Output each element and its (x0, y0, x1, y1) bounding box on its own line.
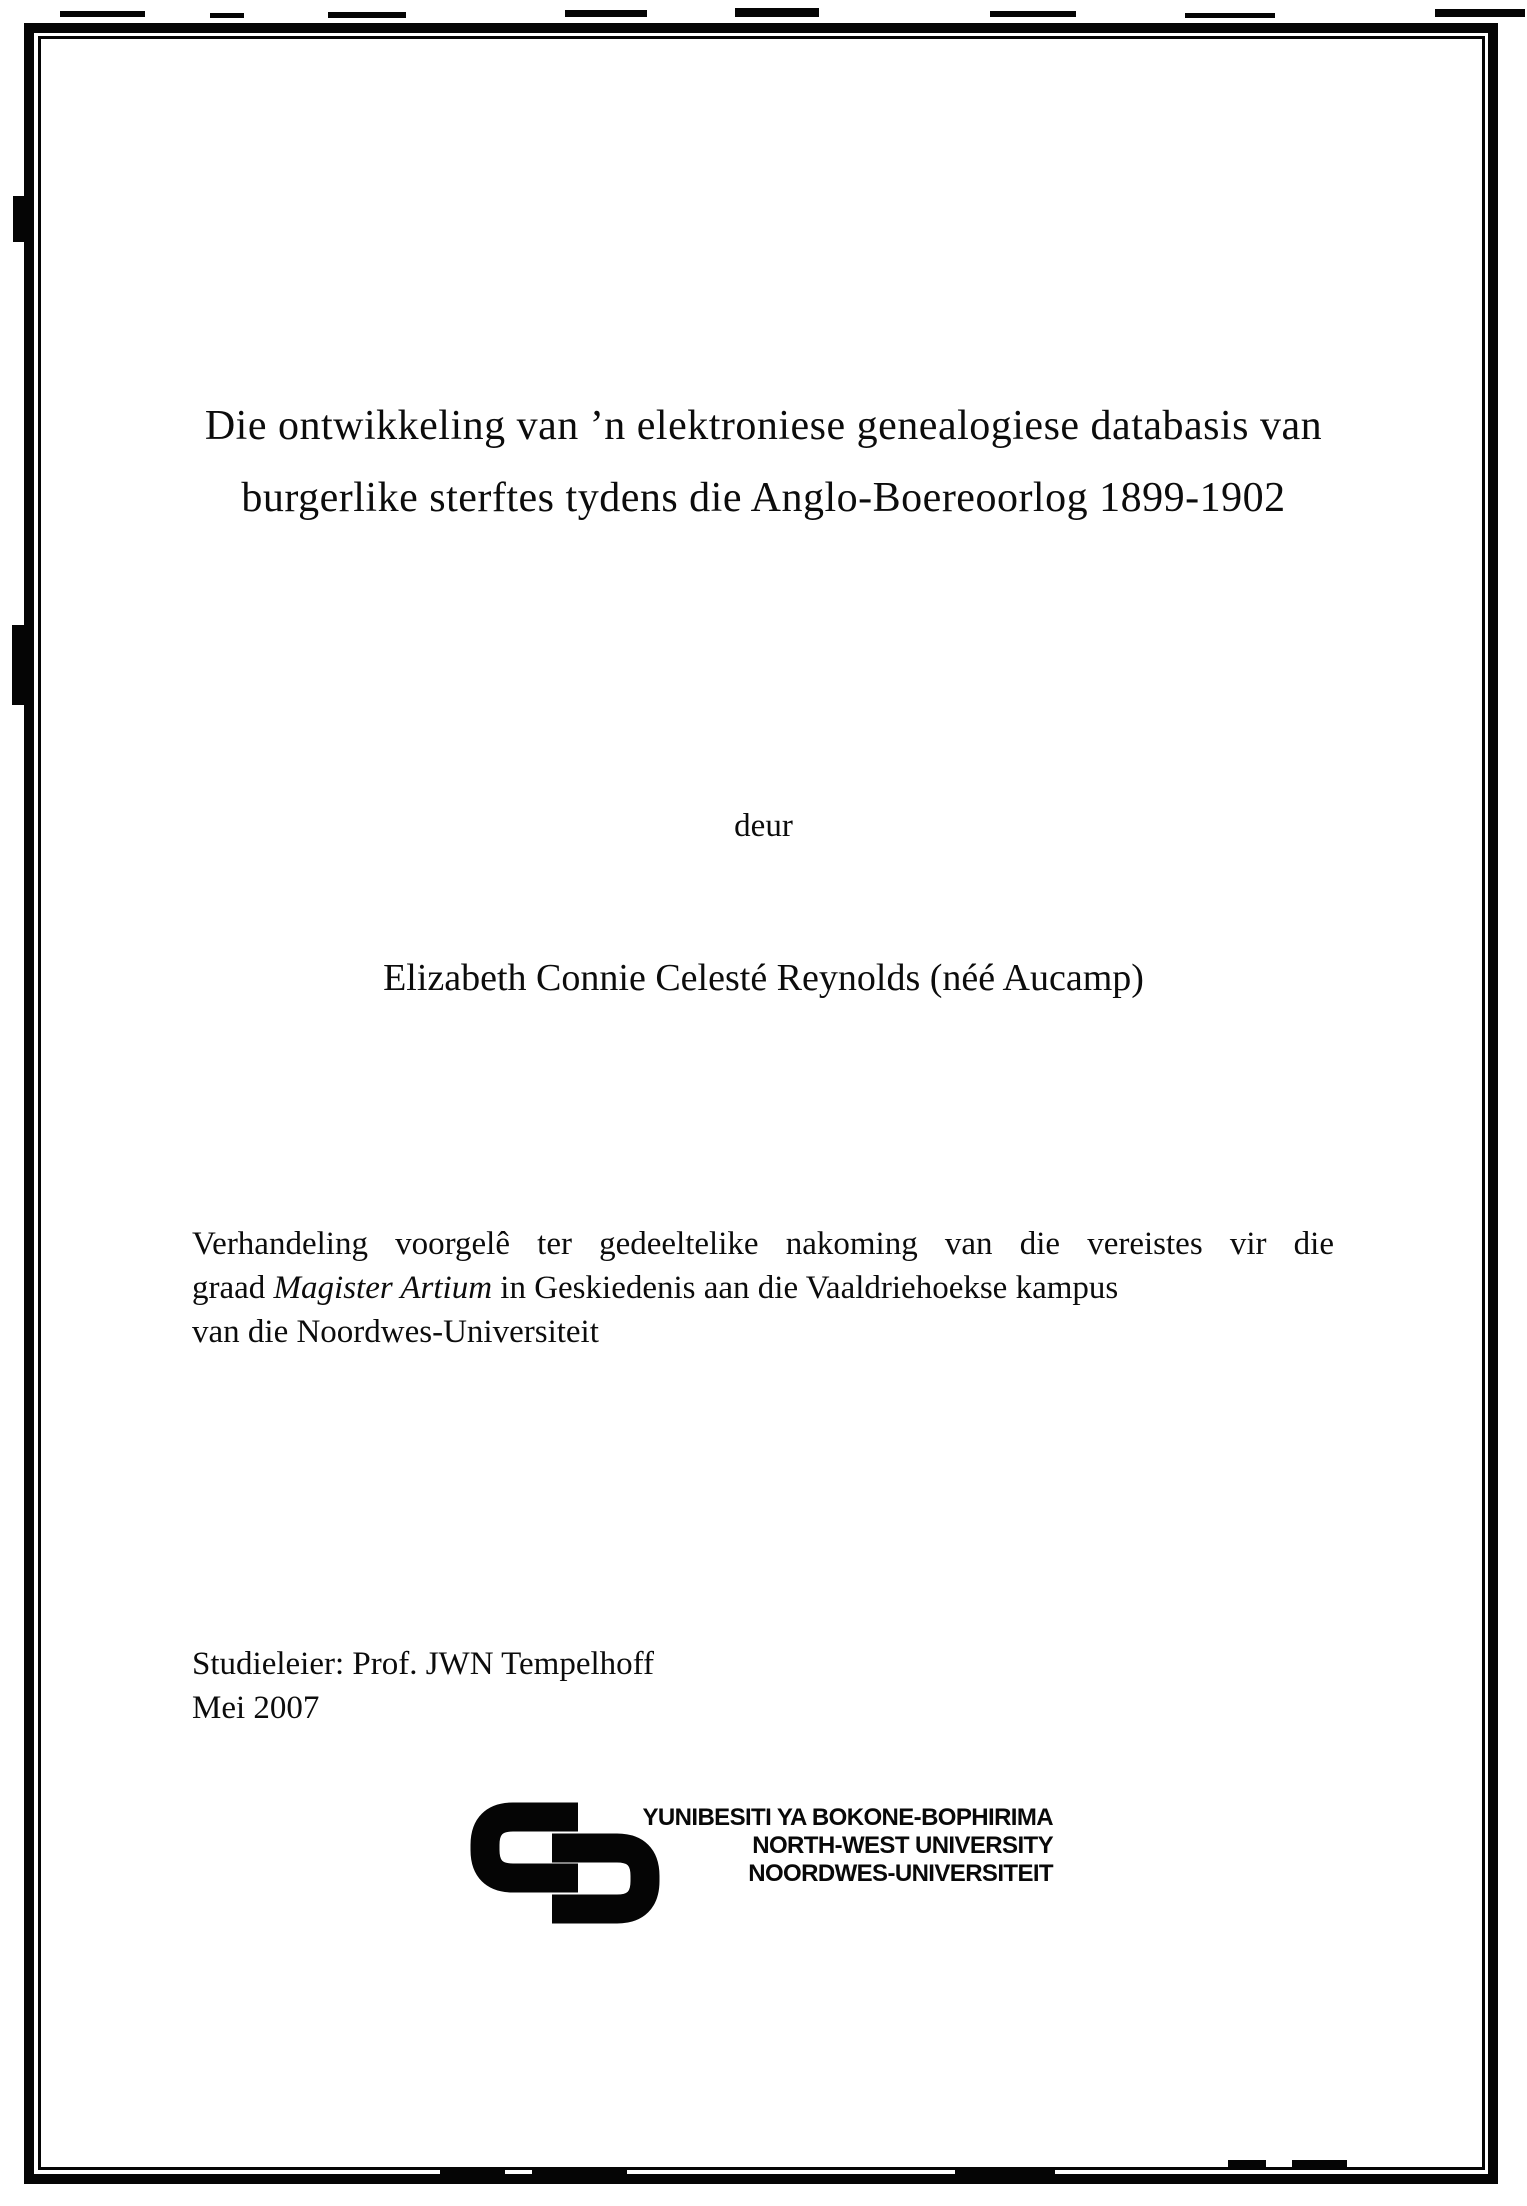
degree-declaration (192, 1222, 1334, 1354)
supervisor-block (192, 1642, 1092, 1730)
author-name: Elizabeth Connie Celesté Reynolds (néé Aucamp) (383, 957, 1144, 999)
university-logo-wordmark (643, 1804, 1054, 1888)
logo-line-afrikaans: NOORDWES-UNIVERSITEIT (748, 1860, 1053, 1887)
thesis-title (0, 390, 1527, 534)
declaration-line-3: van die Noordwes-Universiteit (192, 1314, 599, 1350)
supervisor-line: Studieleier: Prof. JWN Tempelhoff (192, 1646, 655, 1682)
declaration-line-2-prefix: graad (192, 1270, 274, 1306)
degree-name-italic: Magister Artium (273, 1270, 493, 1306)
logo-line-english: NORTH-WEST UNIVERSITY (752, 1832, 1053, 1859)
declaration-line-1: Verhandeling voorgelê ter gedeeltelike nakoming van die vereistes vir die (192, 1226, 1334, 1262)
scan-artifact (735, 8, 819, 17)
scan-artifact (1185, 13, 1275, 18)
interlocked-chain-links-icon (470, 1802, 660, 1925)
declaration-line-2 (192, 1266, 1334, 1310)
scan-artifact (328, 12, 406, 18)
scan-artifact (60, 11, 145, 17)
declaration-line-2-suffix: in Geskiedenis aan die Vaaldriehoekse kampus (492, 1270, 1119, 1306)
thesis-title-line-2: burgerlike sterftes tydens die Anglo-Boereoorlog 1899-1902 (241, 475, 1286, 521)
thesis-title-line-1: Die ontwikkeling van ’n elektroniese genealogiese databasis van (204, 403, 1323, 449)
scan-artifact (565, 10, 647, 17)
byline-deur: deur (734, 808, 793, 844)
date-line: Mei 2007 (192, 1690, 320, 1726)
scan-artifact (210, 13, 244, 18)
scan-artifact (990, 11, 1076, 17)
logo-line-setswana: YUNIBESITI YA BOKONE-BOPHIRIMA (642, 1804, 1053, 1831)
scan-artifact (1435, 9, 1525, 17)
